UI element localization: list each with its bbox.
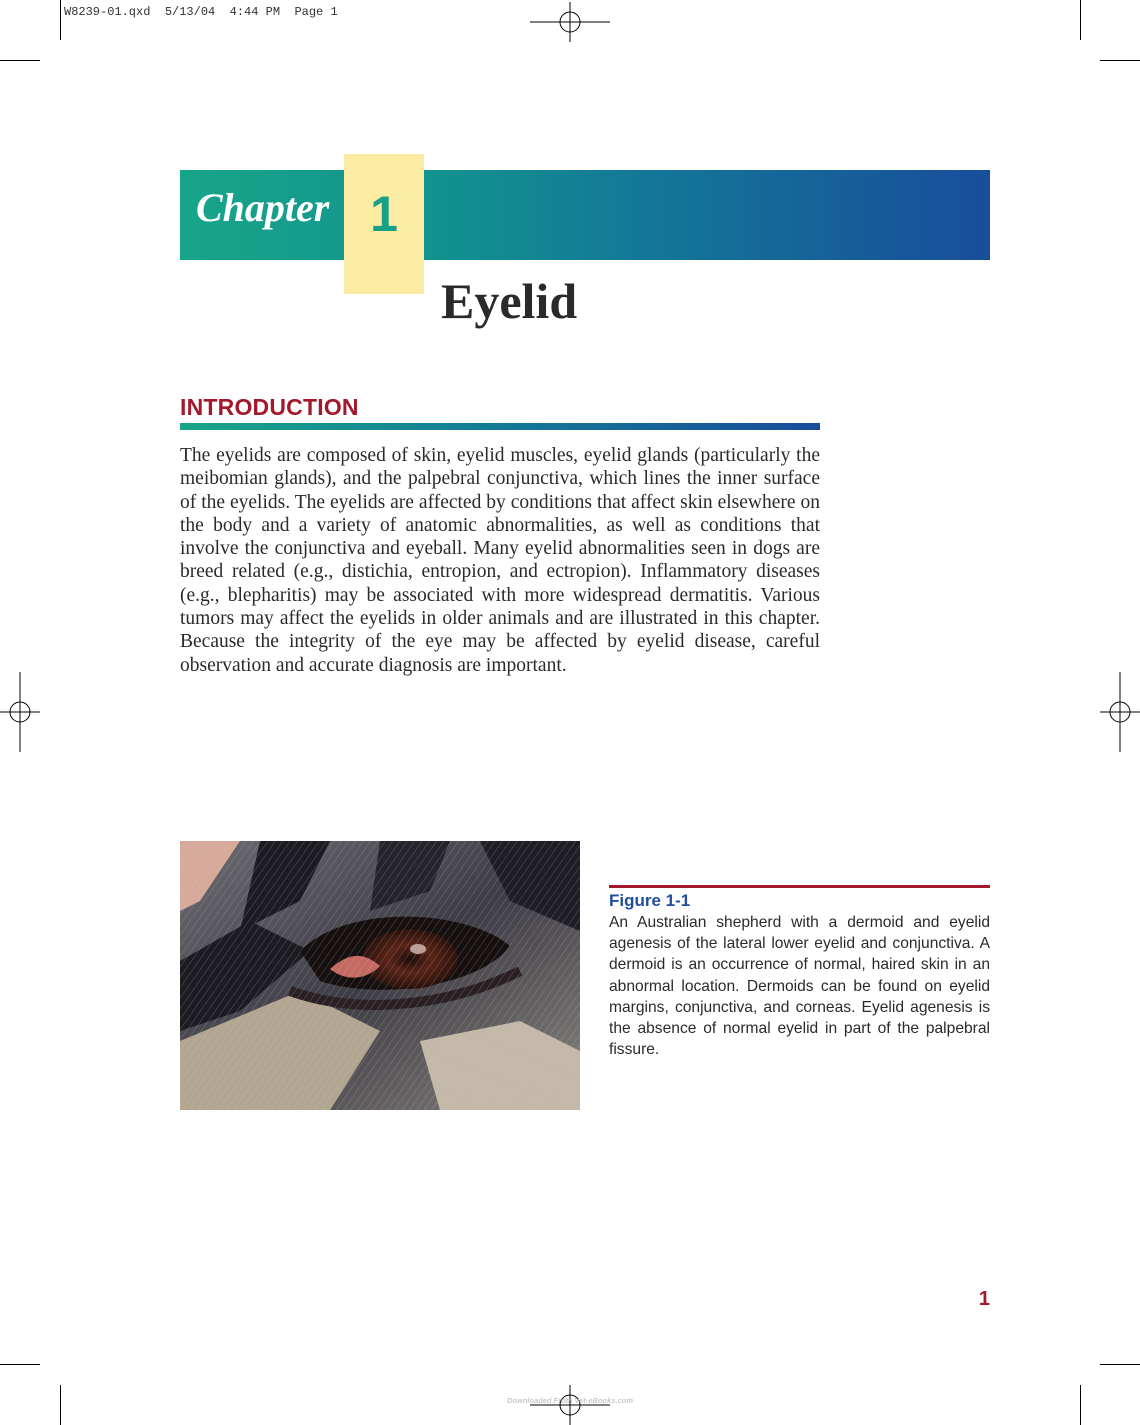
print-slug: W8239-01.qxd 5/13/04 4:44 PM Page 1 <box>64 5 338 19</box>
section-heading: INTRODUCTION <box>180 394 359 420</box>
registration-mark-right-icon <box>1100 672 1140 752</box>
crop-mark-top-right-vertical <box>1080 0 1081 40</box>
crop-mark-bottom-left-horizontal <box>0 1364 40 1365</box>
crop-mark-top-left-vertical <box>60 0 61 40</box>
figure-label: Figure 1-1 <box>609 891 691 910</box>
caption-rule <box>609 885 990 888</box>
page-number: 1 <box>978 1288 990 1310</box>
crop-mark-bottom-left-vertical <box>60 1385 61 1425</box>
registration-mark-left-icon <box>0 672 40 752</box>
dog-eye-photo-icon <box>180 841 580 1110</box>
chapter-number: 1 <box>370 186 398 242</box>
chapter-title: Eyelid <box>441 273 578 329</box>
chapter-word: Chapter <box>196 185 330 230</box>
figure-caption: An Australian shepherd with a dermoid and eyelid agenesis of the lateral lower eyelid and conjunctiva. A dermoid is an occurrence of normal, haired skin in an abnormal location. Dermoids can be found on eyelid margins, conjunctiva, and corneas. Eyelid agenesis is the absence of normal eyelid in part of the palpebral fissure. <box>609 914 990 1059</box>
registration-mark-top-icon <box>530 2 610 42</box>
crop-mark-bottom-right-horizontal <box>1100 1364 1140 1365</box>
intro-paragraph: The eyelids are composed of skin, eyelid muscles, eyelid glands (particularly the meibomian glands), and the palpebral conjunctiva, which lines the inner surface of the eyelids. The eyelids are affected by conditions that affect skin elsewhere on the body and a variety of anatomic abnormalities, as well as conditions that involve the conjunctiva and eyeball. Many eyelid abnormalities seen in dogs are breed related (e.g., distichia, entropion, and ectropion). Inflammatory diseases (e.g., blepharitis) may be associated with more widespread dermatitis. Various tumors may affect the eyelids in older animals and are illustrated in this chapter. Because the integrity of the eye may be affected by eyelid disease, careful observation and accurate diagnosis are important. <box>180 445 820 676</box>
crop-mark-bottom-right-vertical <box>1080 1385 1081 1425</box>
registration-mark-bottom-icon <box>530 1385 610 1425</box>
footer-note: Downloaded From Vet-eBooks.com <box>507 1396 633 1405</box>
section-rule <box>180 423 820 430</box>
crop-mark-top-left-horizontal <box>0 60 40 61</box>
crop-mark-top-right-horizontal <box>1100 60 1140 61</box>
figure-photo <box>180 841 580 1110</box>
